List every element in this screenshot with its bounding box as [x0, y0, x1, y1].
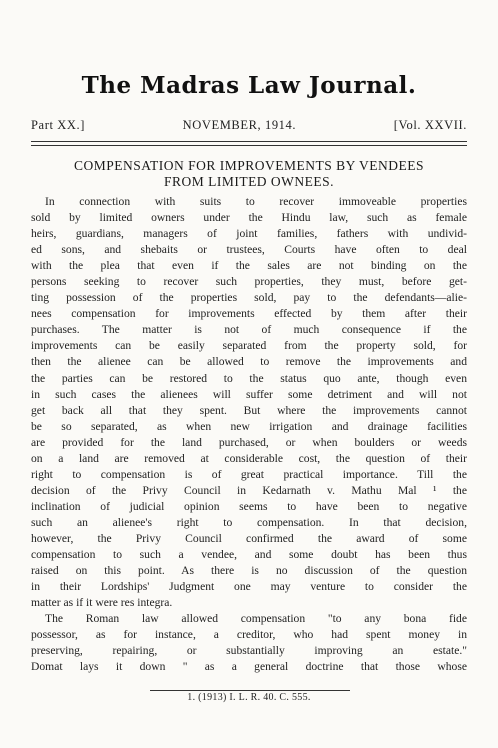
body-line: then the alienee can be allowed to remove the improvements and — [31, 355, 467, 369]
header-rule-top — [31, 141, 467, 142]
body-line: right to compensation is of great practical importance. Till the — [31, 467, 467, 481]
body-line: on a land are removed at considerable cost, the question of their — [31, 451, 467, 465]
footnote: 1. (1913) I. L. R. 40. C. 555. — [187, 692, 311, 703]
body-line: Domat lays it down " as a general doctrine that those whose — [31, 660, 467, 674]
body-line: purchases. The matter is not of much consequence if the — [31, 323, 467, 337]
body-line: decision of the Privy Council in Kedarnath v. Mathu Mal ¹ the — [31, 483, 467, 497]
body-line: however, the Privy Council confirmed the award of some — [31, 531, 467, 545]
body-line: sold by limited owners under the Hindu law, such as female — [31, 211, 467, 225]
body-line: get back all that they spent. But where the improvements cannot — [31, 403, 467, 417]
journal-title: The Madras Law Journal. — [81, 72, 417, 99]
header-rule-bottom — [31, 145, 467, 146]
article-title-line: FROM LIMITED OWNEES. — [163, 174, 335, 189]
body-line: be so separated, as when new irrigation and drainage facilities — [31, 419, 467, 433]
body-line: in such cases the alienees will suffer some detriment and will not — [31, 387, 467, 401]
body-line: The Roman law allowed compensation "to any bona fide — [45, 612, 467, 626]
article-title — [31, 158, 467, 190]
body-line: the parties can be restored to the status quo ante, though even — [31, 371, 467, 385]
issue-volume: [Vol. XXVII. — [393, 118, 467, 132]
body-line: inclination of judicial opinion seems to have been to negative — [31, 499, 467, 513]
article-title-line: COMPENSATION FOR IMPROVEMENTS BY VENDEES — [73, 158, 425, 173]
article-body — [31, 194, 467, 675]
body-line: ting possession of the properties sold, pay to the defendants—alie- — [31, 291, 467, 305]
issue-line — [31, 118, 467, 133]
body-line: nees compensation for improvements effected by them after their — [31, 307, 467, 321]
body-line: matter as if it were res integra. — [31, 596, 173, 610]
body-line: ed sons, and shebaits or trustees, Courts have often to deal — [31, 243, 467, 257]
body-line: preserving, repairing, or substantially improving an estate." — [31, 644, 467, 658]
body-line: are provided for the land purchased, or when boulders or weeds — [31, 435, 467, 449]
issue-part: Part XX.] — [31, 118, 86, 132]
body-line: improvements can be easily separated from the property sold, for — [31, 339, 467, 353]
footnote-rule — [150, 690, 350, 691]
body-line: with the plea that even if the sales are not binding on the — [31, 259, 467, 273]
body-line: possessor, as for instance, a creditor, who had spent money in — [31, 628, 467, 642]
body-line: persons seeking to recover such properties, they must, before get- — [31, 275, 467, 289]
issue-date: NOVEMBER, 1914. — [182, 118, 297, 132]
body-line: such an alienee's right to compensation. In that decision, — [31, 515, 467, 529]
body-line: In connection with suits to recover immoveable properties — [45, 195, 467, 208]
body-line: heirs, guardians, managers of joint families, fathers with undivid- — [31, 227, 467, 241]
body-line: raised on this point. As there is no discussion of the question — [31, 564, 467, 578]
body-line: compensation to such a vendee, and some doubt has been thus — [31, 548, 467, 562]
body-line: in their Lordships' Judgment one may venture to consider the — [31, 580, 467, 594]
